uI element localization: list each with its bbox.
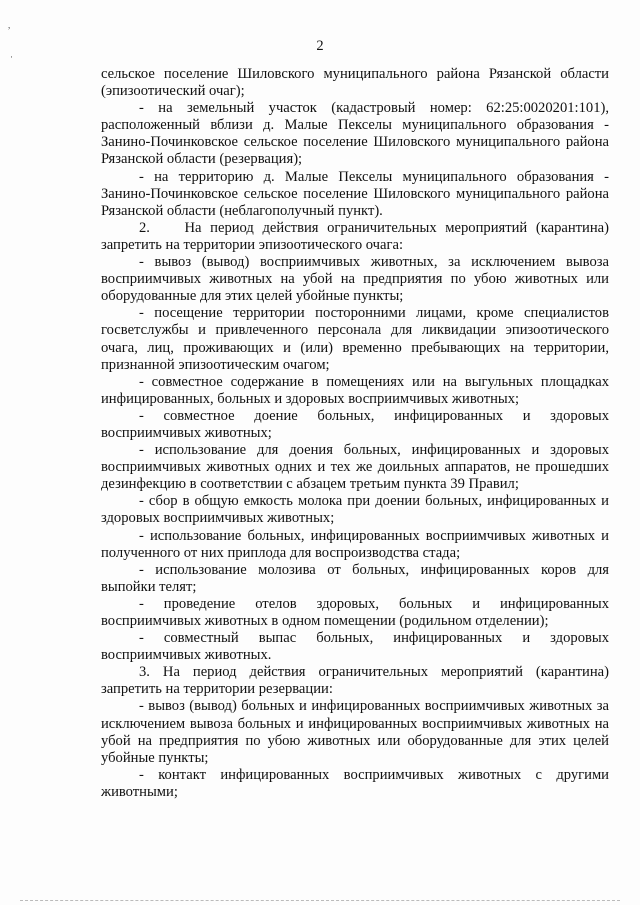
paragraph: 3. На период действия ограничительных мероприятий (карантина) запретить на территории резервации:	[101, 664, 609, 698]
paragraph: - на территорию д. Малые Пекселы муниципального образования - Занино-Починковское сельское поселение Шиловского муниципального района Рязанской области (неблагополучный пункт).	[101, 168, 609, 219]
paragraph: - совместное содержание в помещениях или на выгульных площадках инфицированных, больных и здоровых восприимчивых животных;	[101, 373, 609, 407]
paragraph: - использование молозива от больных, инфицированных коров для выпойки телят;	[101, 561, 609, 595]
scan-artifact-dot: ·	[10, 52, 13, 62]
paragraph: - использование больных, инфицированных восприимчивых животных и полученного от них приплода для воспроизводства стада;	[101, 527, 609, 561]
scan-bottom-edge	[20, 900, 620, 902]
paragraph: - посещение территории посторонними лицами, кроме специалистов госветслужбы и привлеченного персонала для ликвидации эпизоотического очага, лиц, проживающих и (или) временно пребывающих на территории, признанной эпизоотическим очагом;	[101, 305, 609, 373]
paragraph: - вывоз (вывод) восприимчивых животных, за исключением вывоза восприимчивых животных на убой на предприятия по убою животных или оборудованные для этих целей убойные пункты;	[101, 254, 609, 305]
page-number: 2	[316, 38, 324, 54]
paragraph: - совместный выпас больных, инфицированных и здоровых восприимчивых животных.	[101, 630, 609, 664]
paragraph: - контакт инфицированных восприимчивых животных с другими животными;	[101, 766, 609, 800]
paragraph: - вывоз (вывод) больных и инфицированных восприимчивых животных за исключением вывоза больных и инфицированных восприимчивых животных на убой на предприятия по убою животных или оборудованные для этих целей убойные пункты;	[101, 698, 609, 766]
paragraph: - проведение отелов здоровых, больных и инфицированных восприимчивых животных в одном помещении (родильном отделении);	[101, 595, 609, 629]
paragraph: - использование для доения больных, инфицированных и здоровых восприимчивых животных одних и тех же доильных аппаратов, не прошедших дезинфекцию в соответствии с абзацем третьим пункта 39 Правил;	[101, 442, 609, 493]
document-body	[101, 66, 609, 801]
paragraph: 2. На период действия ограничительных мероприятий (карантина) запретить на территории эпизоотического очага:	[101, 219, 609, 253]
paragraph: - сбор в общую емкость молока при доении больных, инфицированных и здоровых восприимчивых животных;	[101, 493, 609, 527]
scan-artifact-mark: ,	[8, 20, 11, 30]
paragraph: - на земельный участок (кадастровый номер: 62:25:0020201:101), расположенный вблизи д. Малые Пекселы муниципального образования - Занино-Починковское сельское поселение Шиловского муниципального района Рязанской области (резервация);	[101, 100, 609, 168]
paragraph: сельское поселение Шиловского муниципального района Рязанской области (эпизоотический очаг);	[101, 66, 609, 100]
paragraph: - совместное доение больных, инфицированных и здоровых восприимчивых животных;	[101, 407, 609, 441]
